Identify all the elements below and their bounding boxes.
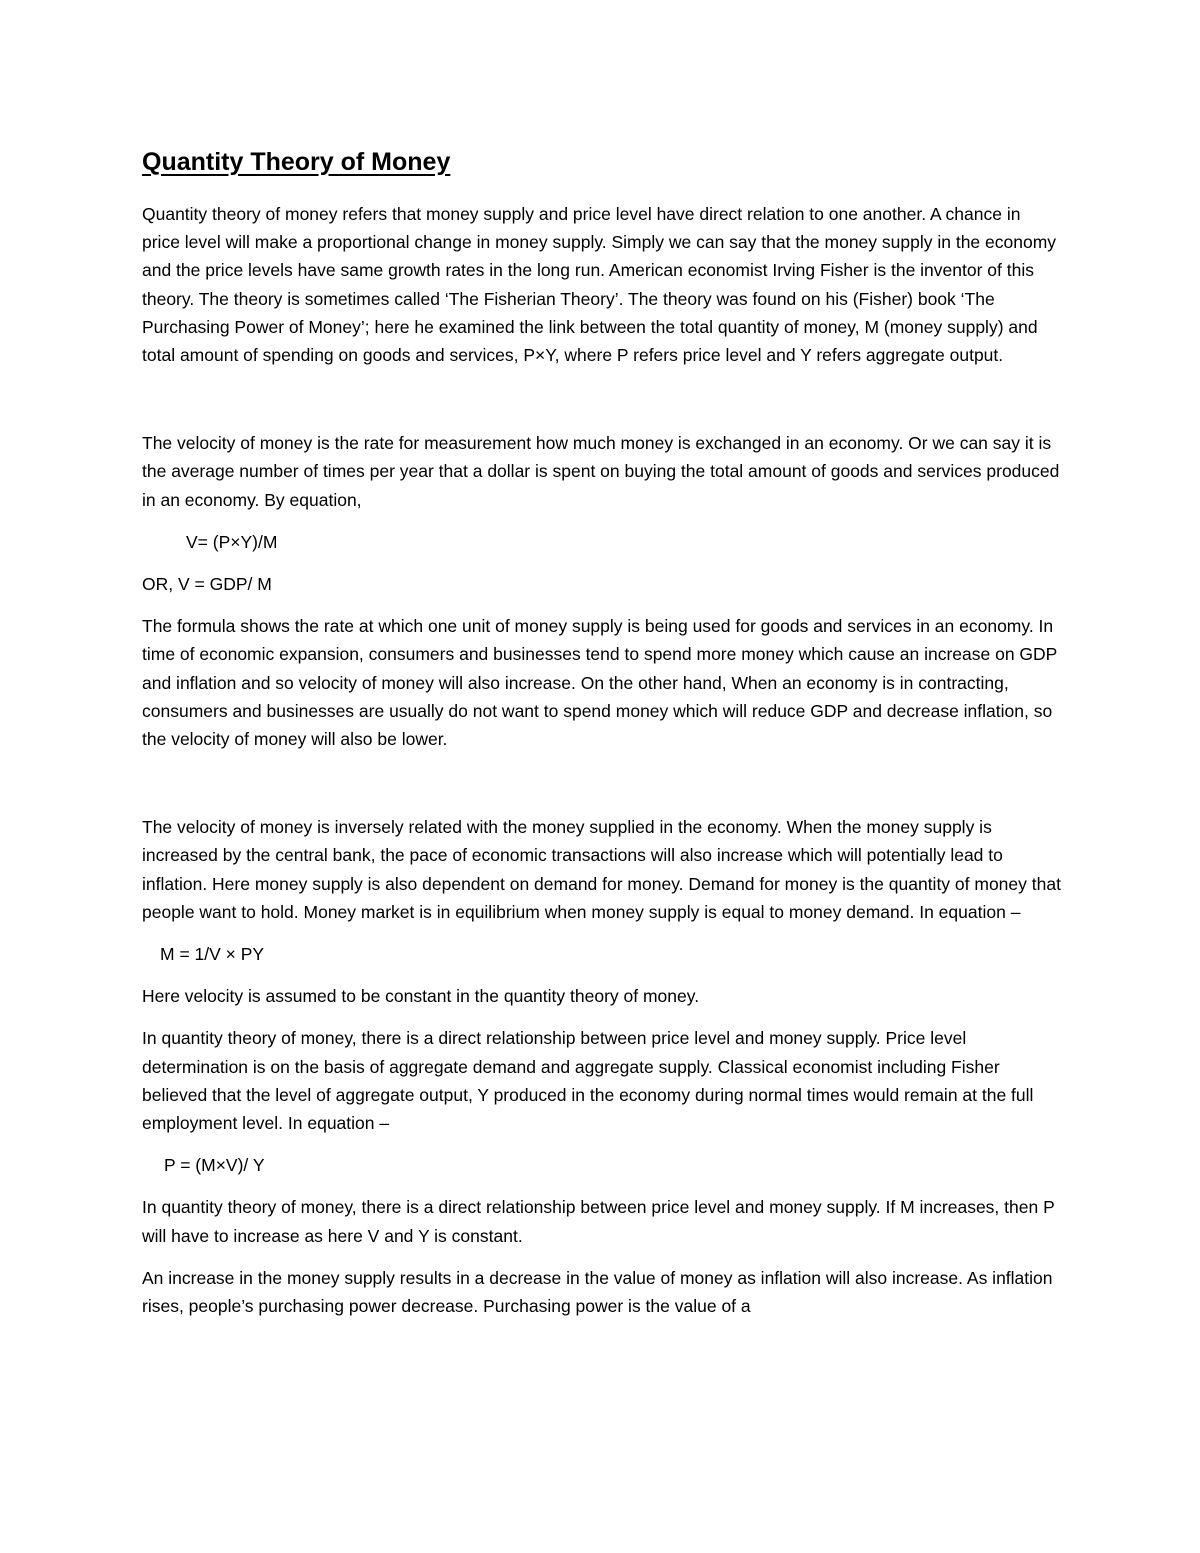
paragraph-direct-relationship: In quantity theory of money, there is a direct relationship between price level and money supply. If M increases, then P will have to increase as here V and Y is constant. — [142, 1197, 1055, 1246]
paragraph-inflation: An increase in the money supply results in a decrease in the value of money as inflation will also increase. As inflation rises, people’s purchasing power decrease. Purchasing power is the value of a — [142, 1267, 1053, 1317]
spacer — [142, 1250, 1062, 1264]
paragraph-price-level-determination: In quantity theory of money, there is a direct relationship between price level and money supply. Price level determination is on the basis of aggregate demand and aggregate supply. Classical economist including Fisher believed that the level of aggregate output, Y produced in the economy during normal times would remain at the full employment level. In equation – — [142, 1028, 1034, 1134]
equation-price-level: P = (M×V)/ Y — [164, 1155, 265, 1176]
paragraph-inverse-relation: The velocity of money is inversely related with the money supplied in the economy. When the money supply is increased by the central bank, the pace of economic transactions will also increase which will potentially lead to inflation. Here money supply is also dependent on demand for money. Demand for money is the quantity of money that people want to hold. Money market is in equilibrium when money supply is equal to money demand. In equation – — [142, 817, 1061, 922]
paragraph-intro: Quantity theory of money refers that money supply and price level have direct relation to one another. A chance in price level will make a proportional change in money supply. Simply we can say that the money supply in the economy and the price levels have same growth rates in the long run. American economist Irving Fisher is the inventor of this theory. The theory is sometimes called ‘The Fisherian Theory’. The theory was found on his (Fisher) book ‘The Purchasing Power of Money’; here he examined the link between the total quantity of money, M (money supply) and total amount of spending on goods and services, P×Y, where P refers price level and Y refers aggregate output. — [142, 204, 1057, 366]
equation-velocity-gdp: OR, V = GDP/ M — [142, 574, 272, 595]
paragraph-velocity-definition: The velocity of money is the rate for measurement how much money is exchanged in an economy. Or we can say it is the average number of times per year that a dollar is spent on buying the total amount of goods and services produced in an economy. By equation, — [142, 433, 1060, 510]
paragraph-constant-velocity: Here velocity is assumed to be constant in the quantity theory of money. — [142, 986, 700, 1007]
spacer — [142, 1179, 1062, 1193]
spacer — [142, 753, 1062, 813]
spacer — [142, 556, 1062, 570]
spacer — [142, 514, 1062, 528]
spacer — [142, 598, 1062, 612]
spacer — [142, 369, 1062, 429]
paragraph-formula-explanation: The formula shows the rate at which one unit of money supply is being used for goods and services in an economy. In time of economic expansion, consumers and businesses tend to spend more money which cause an increase on GDP and inflation and so velocity of money will also increase. On the other hand, When an economy is in contracting, consumers and businesses are usually do not want to spend money which will reduce GDP and decrease inflation, so the velocity of money will also be lower. — [142, 616, 1058, 750]
equation-velocity: V= (P×Y)/M — [186, 531, 278, 552]
spacer — [142, 926, 1062, 940]
document-title: Quantity Theory of Money — [142, 148, 451, 176]
spacer — [142, 1137, 1062, 1151]
equation-money-demand: M = 1/V × PY — [160, 944, 265, 965]
spacer — [142, 968, 1062, 982]
spacer — [142, 1010, 1062, 1024]
document-body — [142, 144, 1062, 1320]
